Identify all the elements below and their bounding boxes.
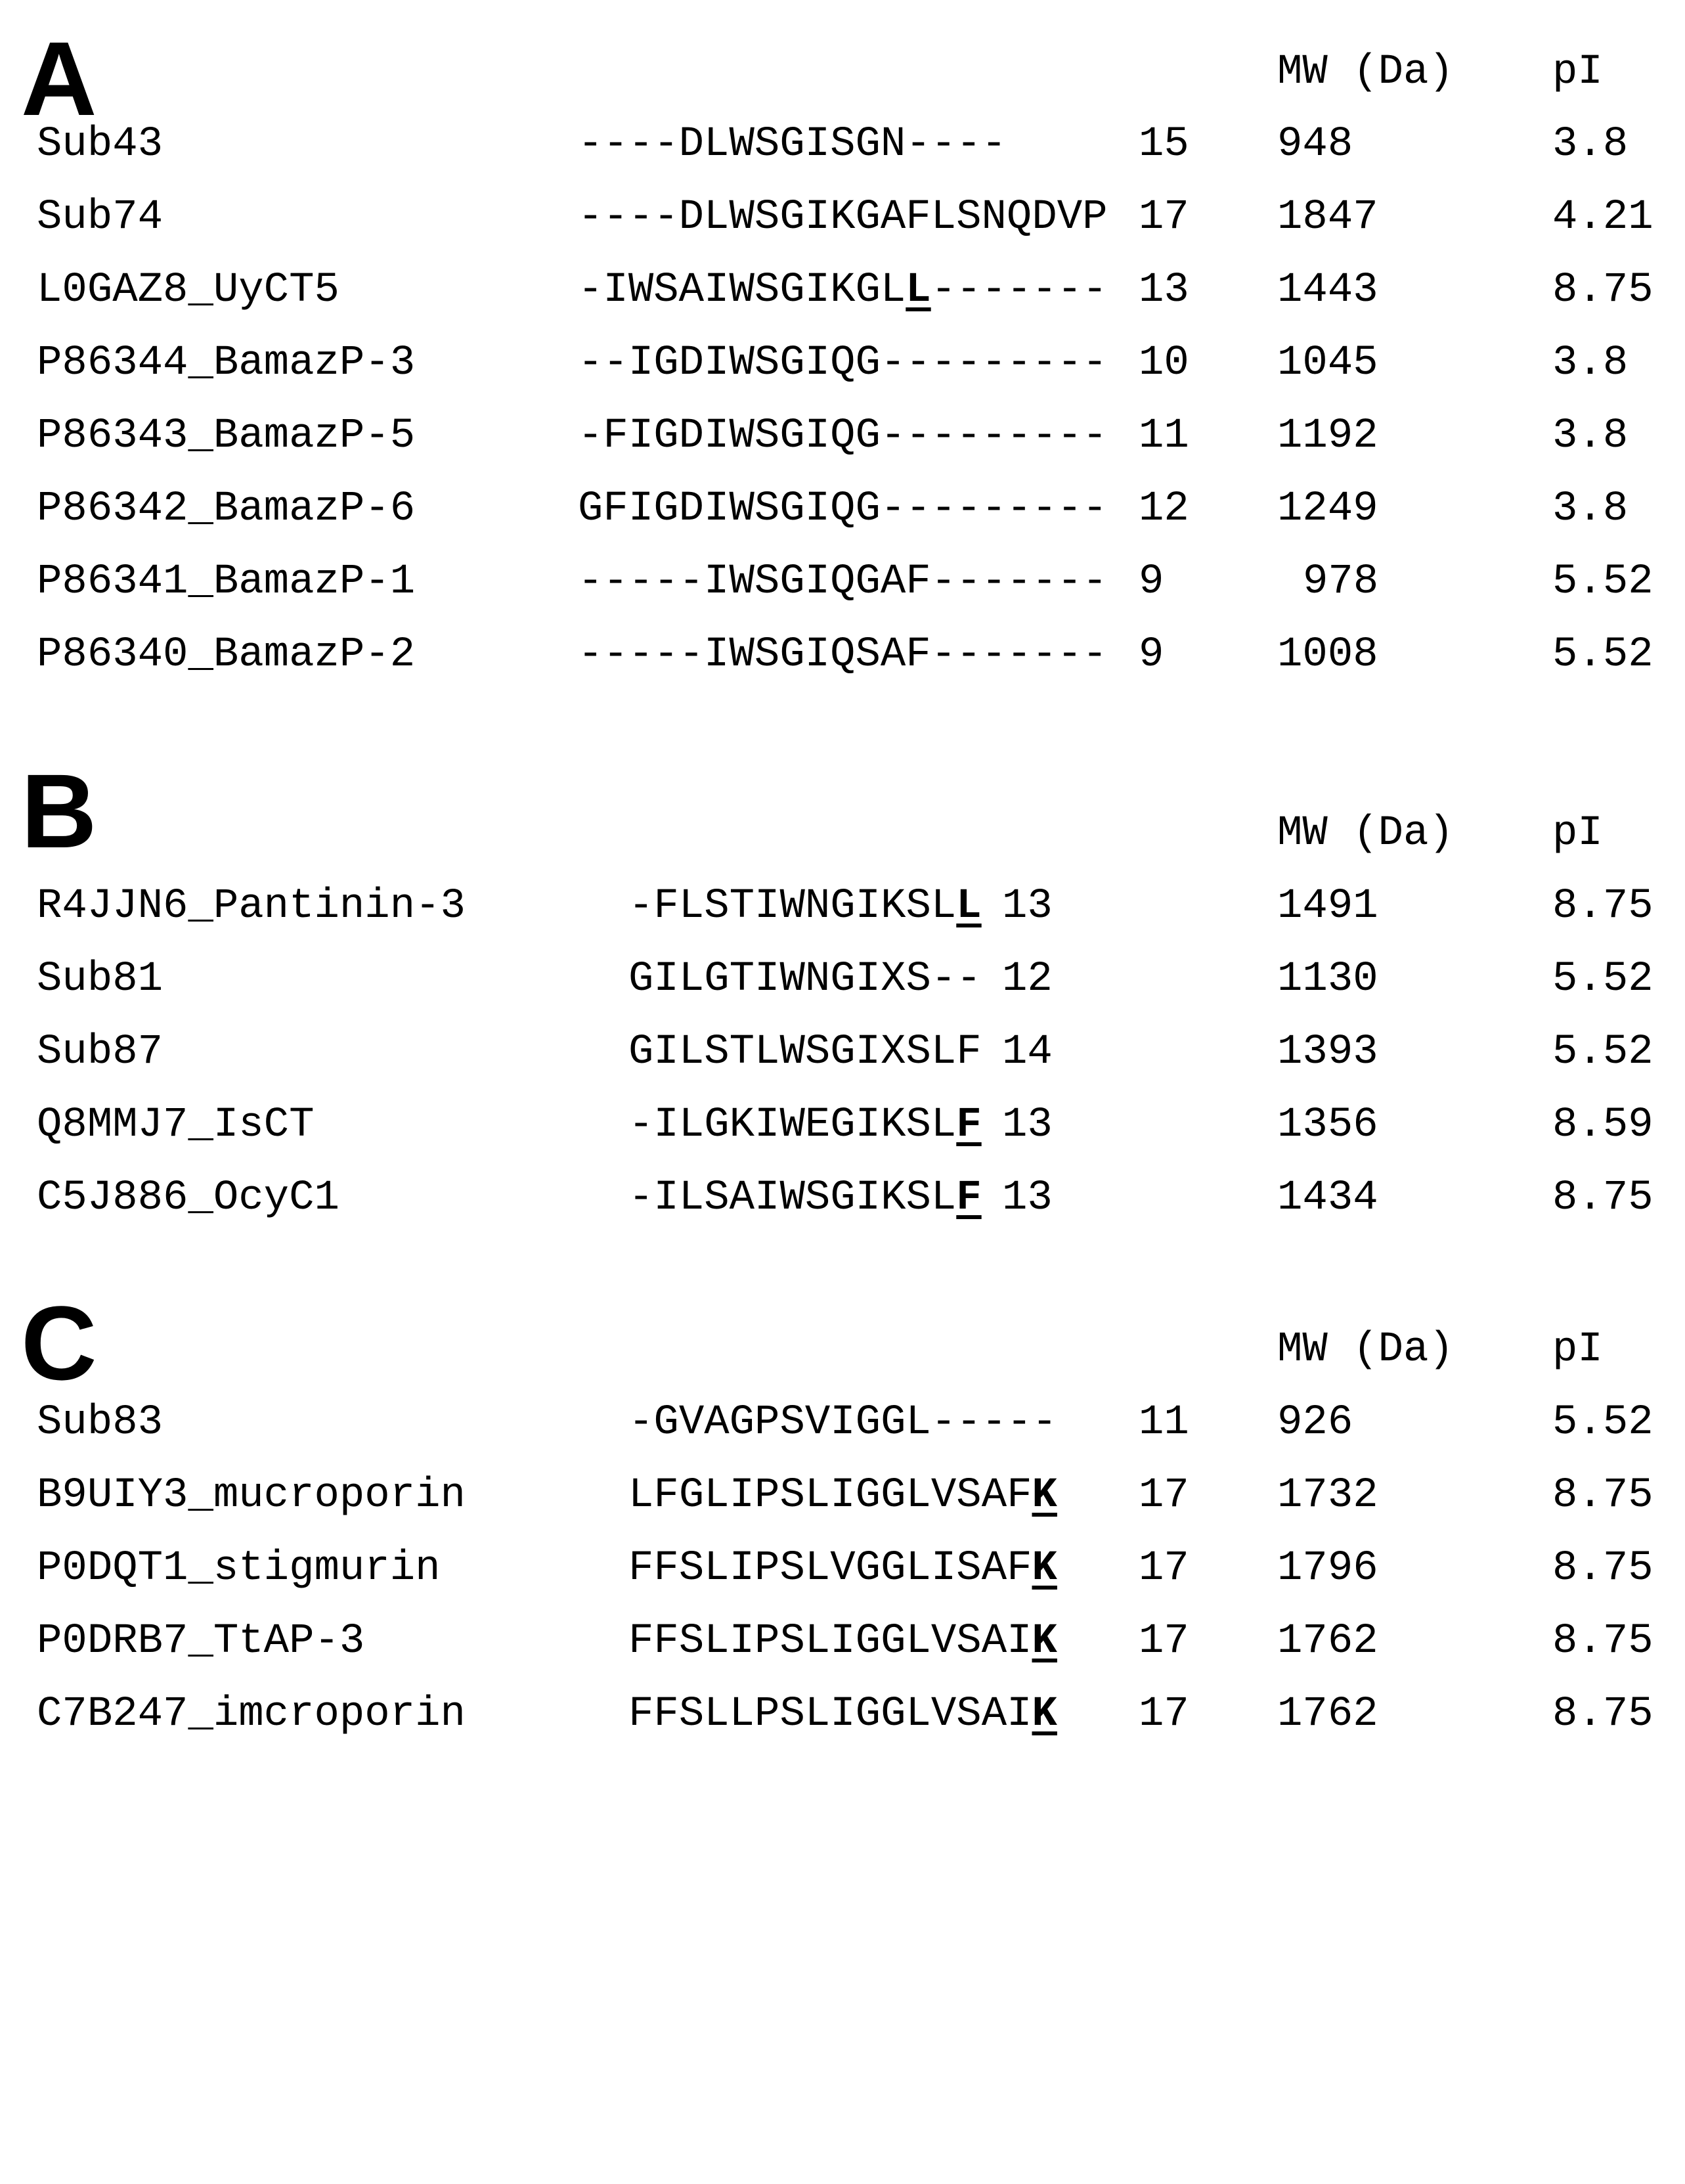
molecular-weight: 926 [1277,1399,1353,1446]
molecular-weight: 1732 [1277,1472,1378,1519]
peptide-length: 15 [1139,121,1189,168]
peptide-name: P0DRB7_TtAP-3 [37,1618,365,1665]
sequence-row [0,1089,1685,1161]
molecular-weight: 1045 [1277,340,1378,387]
mw-header: MW (Da) [1277,49,1454,96]
molecular-weight: 1796 [1277,1545,1378,1592]
sequence-prefix: -IWSAIWSGIKGL [578,267,906,314]
sequence-row [0,1605,1685,1678]
sequence-suffix: ------- [930,267,1108,314]
aligned-sequence: --IGDIWSGIQG--------- [578,340,1108,387]
sequence-prefix: -ILSAIWSGIKSL [628,1174,957,1222]
molecular-weight: 1762 [1277,1691,1378,1738]
highlighted-residue: F [956,1174,982,1222]
peptide-length: 17 [1139,1472,1189,1519]
peptide-name: B9UIY3_mucroporin [37,1472,466,1519]
peptide-name: P86340_BamazP-2 [37,631,416,679]
aligned-sequence [578,254,1108,326]
peptide-name: L0GAZ8_UyCT5 [37,267,339,314]
peptide-name: C5J886_OcyC1 [37,1174,339,1222]
highlighted-residue: L [956,883,982,930]
isoelectric-point: 8.75 [1552,1174,1653,1222]
isoelectric-point: 5.52 [1552,558,1653,606]
isoelectric-point: 5.52 [1552,956,1653,1003]
molecular-weight: 1491 [1277,883,1378,930]
molecular-weight: 948 [1277,121,1353,168]
isoelectric-point: 8.59 [1552,1102,1653,1149]
panel-label: B [21,752,97,870]
isoelectric-point: 5.52 [1552,1029,1653,1076]
peptide-length: 17 [1139,1545,1189,1592]
peptide-length: 13 [1002,883,1053,930]
peptide-length: 11 [1139,412,1189,460]
molecular-weight: 1434 [1277,1174,1378,1222]
peptide-length: 14 [1002,1029,1053,1076]
aligned-sequence: -GVAGPSVIGGL----- [628,1399,1057,1446]
sequence-row [0,400,1685,472]
sequence-row [0,870,1685,943]
column-header-row [0,36,1685,108]
highlighted-residue: L [906,267,931,314]
sequence-row [0,943,1685,1015]
aligned-sequence: -----IWSGIQGAF------- [578,558,1108,606]
sequence-row [0,473,1685,545]
peptide-name: P86341_BamazP-1 [37,558,416,606]
sequence-prefix: FFSLLPSLIGGLVSAI [628,1691,1032,1738]
mw-header: MW (Da) [1277,1326,1454,1373]
pi-header: pI [1552,1326,1603,1373]
isoelectric-point: 3.8 [1552,340,1629,387]
molecular-weight: 1249 [1277,485,1378,533]
isoelectric-point: 8.75 [1552,1691,1653,1738]
peptide-name: P86342_BamazP-6 [37,485,416,533]
peptide-name: Sub81 [37,956,164,1003]
aligned-sequence [628,1678,1057,1750]
highlighted-residue: K [1032,1545,1057,1592]
isoelectric-point: 3.8 [1552,412,1629,460]
molecular-weight: 1192 [1277,412,1378,460]
sequence-row [0,1387,1685,1459]
peptide-name: R4JJN6_Pantinin-3 [37,883,466,930]
sequence-row [0,619,1685,691]
peptide-length: 11 [1139,1399,1189,1446]
isoelectric-point: 8.75 [1552,1472,1653,1519]
peptide-name: Sub83 [37,1399,164,1446]
peptide-name: Sub74 [37,194,164,241]
sequence-row [0,254,1685,326]
isoelectric-point: 3.8 [1552,121,1629,168]
molecular-weight: 978 [1303,558,1379,606]
sequence-prefix: -ILGKIWEGIKSL [628,1102,957,1149]
sequence-row [0,327,1685,399]
isoelectric-point: 8.75 [1552,267,1653,314]
panel-label: C [21,1284,97,1402]
pi-header: pI [1552,810,1603,857]
peptide-name: Sub87 [37,1029,164,1076]
aligned-sequence [628,1162,982,1234]
isoelectric-point: 4.21 [1552,194,1653,241]
aligned-sequence: ----DLWSGISGN---- [578,121,1007,168]
isoelectric-point: 8.75 [1552,1545,1653,1592]
aligned-sequence [628,1460,1057,1532]
aligned-sequence: -FIGDIWSGIQG--------- [578,412,1108,460]
peptide-length: 13 [1002,1102,1053,1149]
isoelectric-point: 8.75 [1552,1618,1653,1665]
sequence-prefix: FFSLIPSLVGGLISAF [628,1545,1032,1592]
peptide-name: P86343_BamazP-5 [37,412,416,460]
sequence-row [0,1532,1685,1605]
molecular-weight: 1443 [1277,267,1378,314]
sequence-row [0,1678,1685,1750]
peptide-name: P86344_BamazP-3 [37,340,416,387]
aligned-sequence [628,1089,982,1161]
peptide-length: 9 [1139,631,1164,679]
molecular-weight: 1130 [1277,956,1378,1003]
peptide-name: C7B247_imcroporin [37,1691,466,1738]
sequence-row [0,181,1685,254]
column-header-row [0,1314,1685,1386]
sequence-row [0,108,1685,181]
aligned-sequence: ----DLWSGIKGAFLSNQDVP [578,194,1108,241]
molecular-weight: 1762 [1277,1618,1378,1665]
molecular-weight: 1356 [1277,1102,1378,1149]
peptide-length: 17 [1139,194,1189,241]
peptide-length: 12 [1002,956,1053,1003]
molecular-weight: 1847 [1277,194,1378,241]
aligned-sequence [628,870,982,943]
sequence-row [0,546,1685,618]
sequence-row [0,1162,1685,1234]
molecular-weight: 1008 [1277,631,1378,679]
aligned-sequence [628,1532,1057,1605]
peptide-length: 13 [1139,267,1189,314]
peptide-name: Sub43 [37,121,164,168]
isoelectric-point: 8.75 [1552,883,1653,930]
column-header-row [0,797,1685,870]
peptide-length: 12 [1139,485,1189,533]
sequence-row [0,1460,1685,1532]
isoelectric-point: 5.52 [1552,1399,1653,1446]
highlighted-residue: F [956,1102,982,1149]
sequence-row [0,1016,1685,1088]
highlighted-residue: K [1032,1618,1057,1665]
peptide-length: 17 [1139,1691,1189,1738]
peptide-length: 10 [1139,340,1189,387]
pi-header: pI [1552,49,1603,96]
isoelectric-point: 3.8 [1552,485,1629,533]
highlighted-residue: K [1032,1691,1057,1738]
panel-label: A [21,20,97,137]
aligned-sequence: GFIGDIWSGIQG--------- [578,485,1108,533]
sequence-prefix: FFSLIPSLIGGLVSAI [628,1618,1032,1665]
peptide-name: P0DQT1_stigmurin [37,1545,441,1592]
sequence-prefix: LFGLIPSLIGGLVSAF [628,1472,1032,1519]
molecular-weight: 1393 [1277,1029,1378,1076]
highlighted-residue: K [1032,1472,1057,1519]
aligned-sequence: GILGTIWNGIXS-- [628,956,982,1003]
mw-header: MW (Da) [1277,810,1454,857]
peptide-length: 9 [1139,558,1164,606]
peptide-name: Q8MMJ7_IsCT [37,1102,315,1149]
aligned-sequence: GILSTLWSGIXSLF [628,1029,982,1076]
peptide-length: 17 [1139,1618,1189,1665]
sequence-prefix: -FLSTIWNGIKSL [628,883,957,930]
aligned-sequence [628,1605,1057,1678]
isoelectric-point: 5.52 [1552,631,1653,679]
peptide-length: 13 [1002,1174,1053,1222]
aligned-sequence: -----IWSGIQSAF------- [578,631,1108,679]
